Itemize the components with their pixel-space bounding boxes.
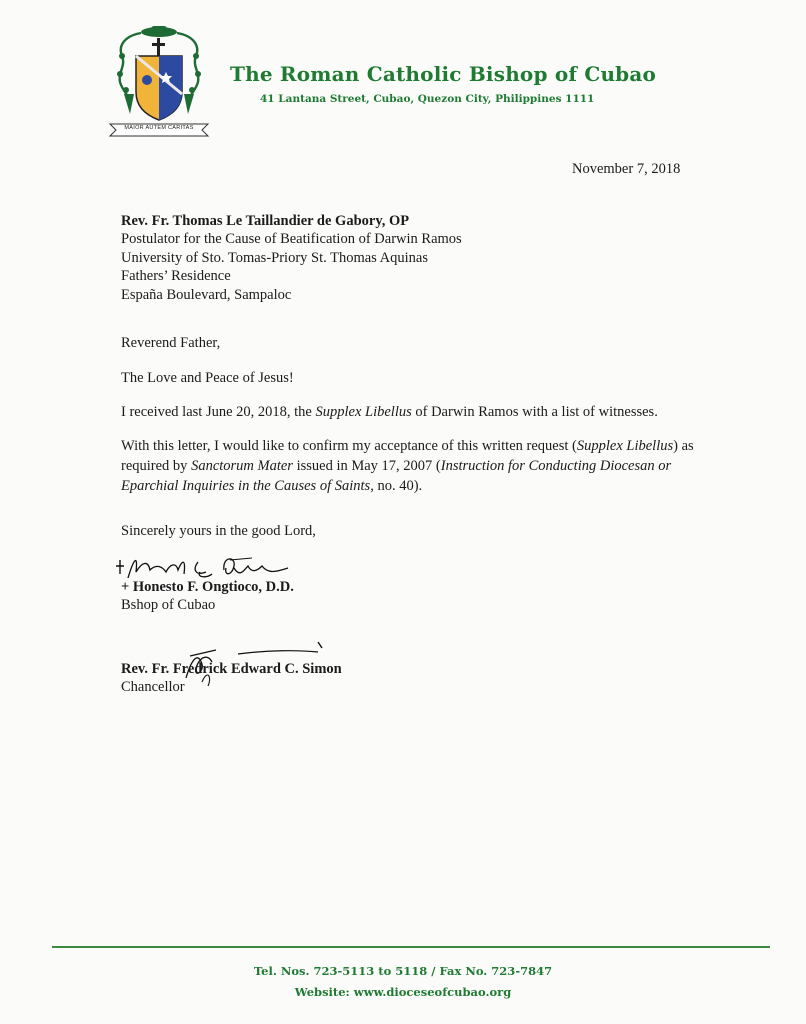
signer-chancellor: [121, 660, 342, 697]
recipient-line: University of Sto. Tomas-Priory St. Thomas Aquinas: [121, 249, 428, 266]
salutation: Reverend Father,: [121, 335, 221, 351]
signer-title: Bshop of Cubao: [121, 597, 216, 614]
episcopal-crest-logo: [104, 24, 214, 140]
recipient-line: Postulator for the Cause of Beatification of Darwin Ramos: [121, 231, 462, 248]
footer-website: Website: www.dioceseofcubao.org: [294, 985, 512, 999]
recipient-block: [121, 212, 462, 304]
crest-motto: MAIOR AUTEM CARITAS: [124, 125, 194, 131]
recipient-name: Rev. Fr. Thomas Le Taillandier de Gabory, OP: [121, 213, 410, 229]
body-paragraph-2: With this letter, I would like to confirm my acceptance of this written request (Supplex Libellus) as required by Sanctorum Mater issued in May 17, 2007 (Instruction for Conducting Diocesan or Eparchial Inquiries in the Causes of Saints, no. 40).: [121, 438, 694, 494]
footer-phone: Tel. Nos. 723-5113 to 5118 / Fax No. 723-7847: [253, 964, 553, 978]
signer-name: + Honesto F. Ongtioco, D.D.: [121, 579, 294, 595]
letterhead-title: The Roman Catholic Bishop of Cubao: [230, 62, 657, 86]
footer-divider: [52, 946, 770, 948]
recipient-line: España Boulevard, Sampaloc: [121, 286, 292, 303]
closing: Sincerely yours in the good Lord,: [121, 523, 316, 539]
recipient-line: Fathers’ Residence: [121, 268, 231, 285]
letterhead-address: 41 Lantana Street, Cubao, Quezon City, Philippines 1111: [260, 93, 595, 105]
signer-bishop: [121, 578, 294, 615]
letter-date: November 7, 2018: [572, 161, 681, 177]
signer-name: Rev. Fr. Fredrick Edward C. Simon: [121, 661, 342, 677]
greeting: The Love and Peace of Jesus!: [121, 370, 294, 386]
signer-title: Chancellor: [121, 679, 185, 696]
body-paragraph-1: I received last June 20, 2018, the Supplex Libellus of Darwin Ramos with a list of witnesses.: [121, 404, 658, 420]
